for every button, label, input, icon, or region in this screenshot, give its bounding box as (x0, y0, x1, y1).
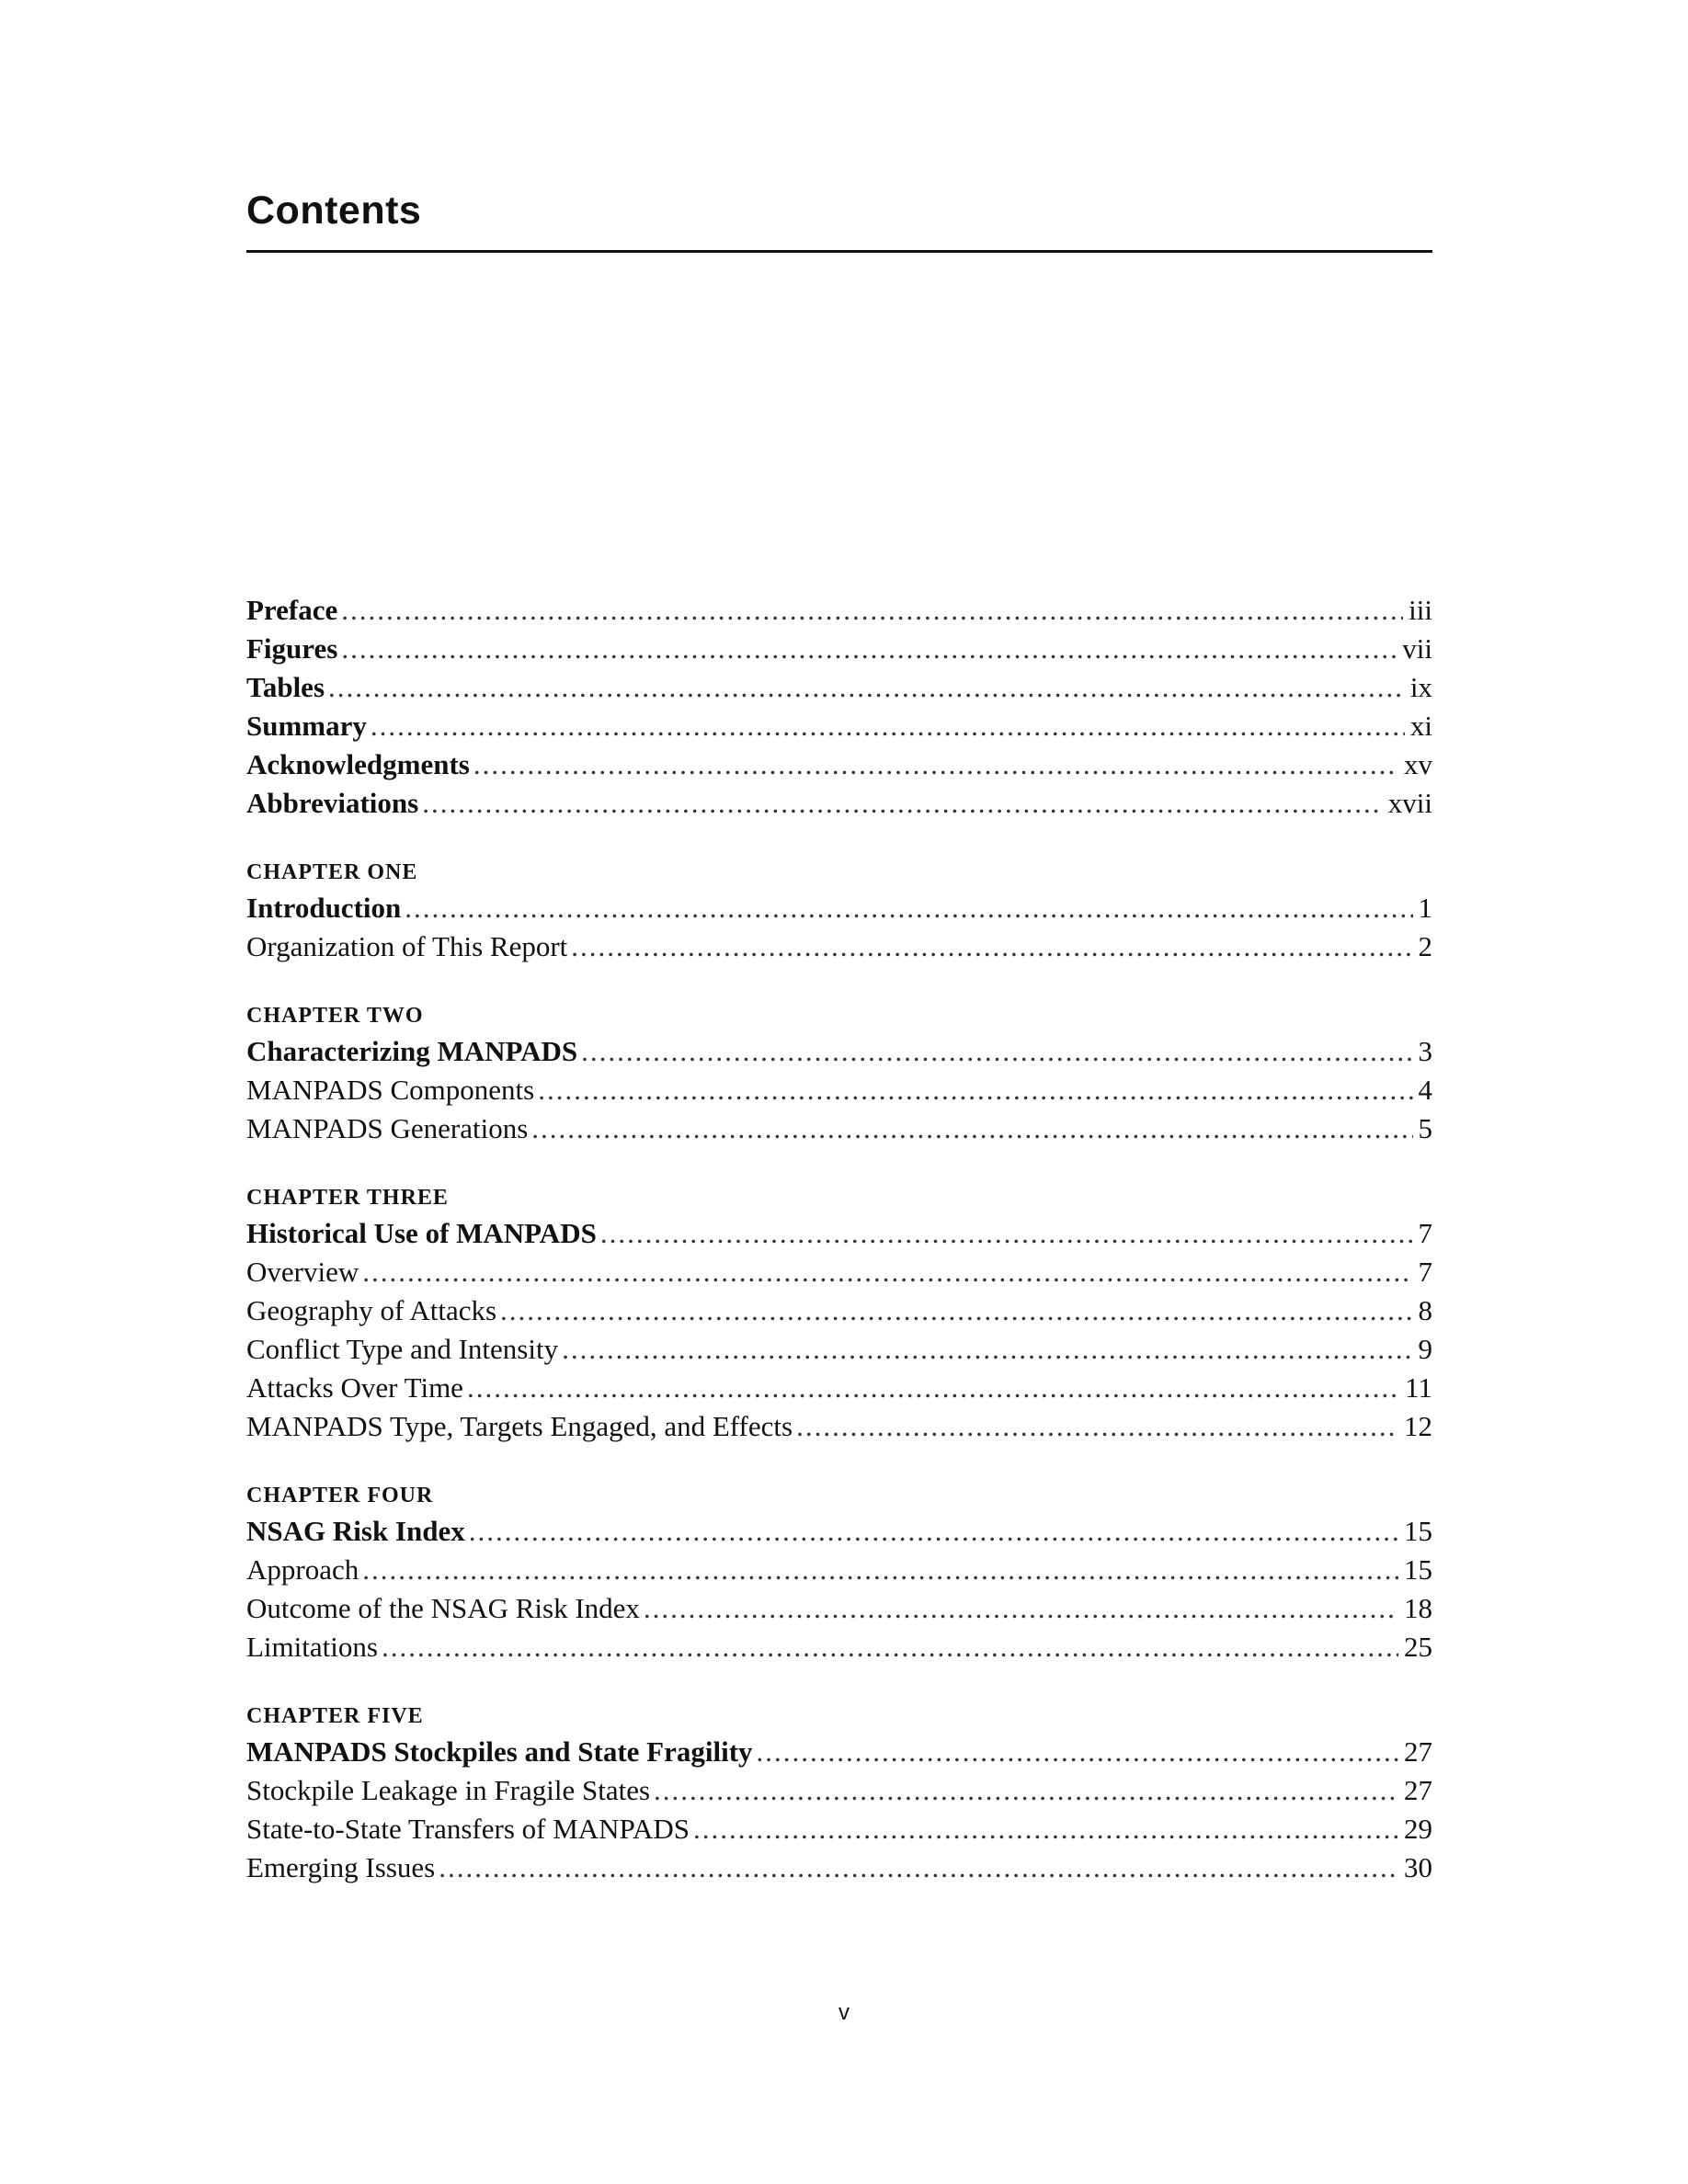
dot-leader (796, 1407, 1398, 1446)
dot-leader (467, 1369, 1399, 1407)
toc-entry-label: Summary (246, 710, 367, 742)
toc-section-entry[interactable] (246, 1628, 1432, 1666)
toc-entry-label: Limitations (246, 1631, 378, 1663)
toc-entry-page: 5 (1418, 1112, 1432, 1144)
toc-entry-page: xv (1404, 748, 1432, 780)
toc-entry-label: MANPADS Type, Targets Engaged, and Effects (246, 1410, 793, 1442)
toc-entry-page: 12 (1404, 1410, 1432, 1442)
dot-leader (382, 1628, 1398, 1666)
toc-section-entry[interactable] (246, 1810, 1432, 1848)
toc-entry-label: Organization of This Report (246, 930, 568, 962)
toc-entry-preface[interactable] (246, 591, 1432, 630)
toc-entry-page: 15 (1404, 1515, 1432, 1547)
toc-entry-page: xvii (1387, 787, 1432, 819)
toc-entry-label: State-to-State Transfers of MANPADS (246, 1813, 690, 1845)
toc-section-entry[interactable] (246, 1071, 1432, 1109)
dot-leader (500, 1291, 1412, 1330)
chapter-four (246, 1479, 1432, 1666)
chapter-label: CHAPTER FIVE (246, 1704, 424, 1728)
dot-leader (600, 1214, 1413, 1253)
toc-chapter-title[interactable] (246, 1214, 1432, 1253)
chapter-one (246, 856, 1432, 966)
toc-entry-page: 7 (1418, 1217, 1432, 1249)
toc-section-entry[interactable] (246, 1330, 1432, 1369)
table-of-contents (246, 591, 1432, 1887)
toc-entry-label: MANPADS Generations (246, 1112, 529, 1144)
toc-section-entry[interactable] (246, 1109, 1432, 1148)
dot-leader (562, 1330, 1412, 1369)
toc-entry-page: 11 (1405, 1371, 1432, 1404)
toc-entry-label: MANPADS Components (246, 1074, 535, 1106)
toc-entry-page: ix (1409, 671, 1432, 703)
dot-leader (341, 630, 1397, 668)
toc-entry-page: 9 (1418, 1333, 1432, 1365)
toc-entry-page: 29 (1404, 1813, 1432, 1845)
toc-section-entry[interactable] (246, 1291, 1432, 1330)
toc-entry-page: 27 (1404, 1735, 1432, 1768)
toc-entry-label: Outcome of the NSAG Risk Index (246, 1592, 640, 1624)
toc-entry-label: Acknowledgments (246, 748, 470, 780)
dot-leader (473, 745, 1398, 784)
toc-entry-label: Overview (246, 1256, 359, 1288)
toc-entry-label: Geography of Attacks (246, 1294, 497, 1326)
toc-section-entry[interactable] (246, 1369, 1432, 1407)
toc-chapter-title[interactable] (246, 1032, 1432, 1071)
toc-section-entry[interactable] (246, 927, 1432, 966)
toc-entry-tables[interactable] (246, 668, 1432, 707)
toc-entry-page: 4 (1418, 1074, 1432, 1106)
dot-leader (581, 1032, 1412, 1071)
dot-leader (439, 1848, 1398, 1887)
toc-entry-page: 27 (1404, 1774, 1432, 1806)
toc-entry-label: Preface (246, 594, 338, 626)
dot-leader (644, 1589, 1398, 1628)
toc-entry-page: 7 (1418, 1256, 1432, 1288)
toc-entry-page: 2 (1418, 930, 1432, 962)
toc-chapter-title[interactable] (246, 1733, 1432, 1771)
dot-leader (328, 668, 1405, 707)
dot-leader (693, 1810, 1398, 1848)
page-number: v (838, 2000, 850, 2025)
toc-entry-page: 3 (1418, 1035, 1432, 1067)
toc-entry-label: Attacks Over Time (246, 1371, 463, 1404)
toc-entry-figures[interactable] (246, 630, 1432, 668)
dot-leader (422, 784, 1383, 823)
toc-entry-label: NSAG Risk Index (246, 1515, 465, 1547)
dot-leader (371, 707, 1405, 745)
toc-entry-page: vii (1402, 632, 1432, 665)
chapter-label: CHAPTER TWO (246, 1004, 424, 1028)
toc-entry-label: MANPADS Stockpiles and State Fragility (246, 1735, 753, 1768)
toc-entry-label: Stockpile Leakage in Fragile States (246, 1774, 651, 1806)
dot-leader (362, 1551, 1398, 1589)
toc-entry-page: 18 (1404, 1592, 1432, 1624)
chapter-five (246, 1700, 1432, 1887)
toc-entry-label: Emerging Issues (246, 1851, 436, 1883)
toc-entry-label: Tables (246, 671, 325, 703)
chapter-label: CHAPTER FOUR (246, 1484, 434, 1507)
title-rule (246, 250, 1432, 253)
dot-leader (362, 1253, 1412, 1291)
toc-section-entry[interactable] (246, 1407, 1432, 1446)
dot-leader (538, 1071, 1412, 1109)
toc-chapter-title[interactable] (246, 889, 1432, 927)
chapter-label: CHAPTER THREE (246, 1186, 449, 1210)
dot-leader (469, 1512, 1398, 1551)
toc-chapter-title[interactable] (246, 1512, 1432, 1551)
toc-entry-page: xi (1409, 710, 1432, 742)
toc-entry-acknowledgments[interactable] (246, 745, 1432, 784)
toc-entry-abbreviations[interactable] (246, 784, 1432, 823)
toc-entry-label: Characterizing MANPADS (246, 1035, 578, 1067)
toc-entry-label: Historical Use of MANPADS (246, 1217, 597, 1249)
toc-entry-label: Introduction (246, 892, 402, 924)
front-matter-list (246, 591, 1432, 823)
page-title: Contents (246, 188, 422, 233)
toc-section-entry[interactable] (246, 1771, 1432, 1810)
dot-leader (571, 927, 1412, 966)
dot-leader (531, 1109, 1412, 1148)
toc-entry-page: 1 (1418, 892, 1432, 924)
dot-leader (341, 591, 1403, 630)
dot-leader (405, 889, 1412, 927)
toc-entry-summary[interactable] (246, 707, 1432, 745)
toc-entry-label: Abbreviations (246, 787, 419, 819)
dot-leader (757, 1733, 1398, 1771)
toc-section-entry[interactable] (246, 1253, 1432, 1291)
toc-entry-page: 25 (1404, 1631, 1432, 1663)
toc-section-entry[interactable] (246, 1551, 1432, 1589)
toc-section-entry[interactable] (246, 1589, 1432, 1628)
chapter-two (246, 999, 1432, 1148)
toc-entry-page: 8 (1418, 1294, 1432, 1326)
dot-leader (654, 1771, 1398, 1810)
chapter-label: CHAPTER ONE (246, 860, 418, 884)
toc-entry-page: 30 (1404, 1851, 1432, 1883)
chapter-three (246, 1181, 1432, 1446)
toc-entry-page: 15 (1404, 1553, 1432, 1586)
toc-entry-label: Figures (246, 632, 338, 665)
toc-entry-label: Approach (246, 1553, 359, 1586)
toc-entry-label: Conflict Type and Intensity (246, 1333, 559, 1365)
toc-entry-page: iii (1409, 594, 1432, 626)
toc-section-entry[interactable] (246, 1848, 1432, 1887)
